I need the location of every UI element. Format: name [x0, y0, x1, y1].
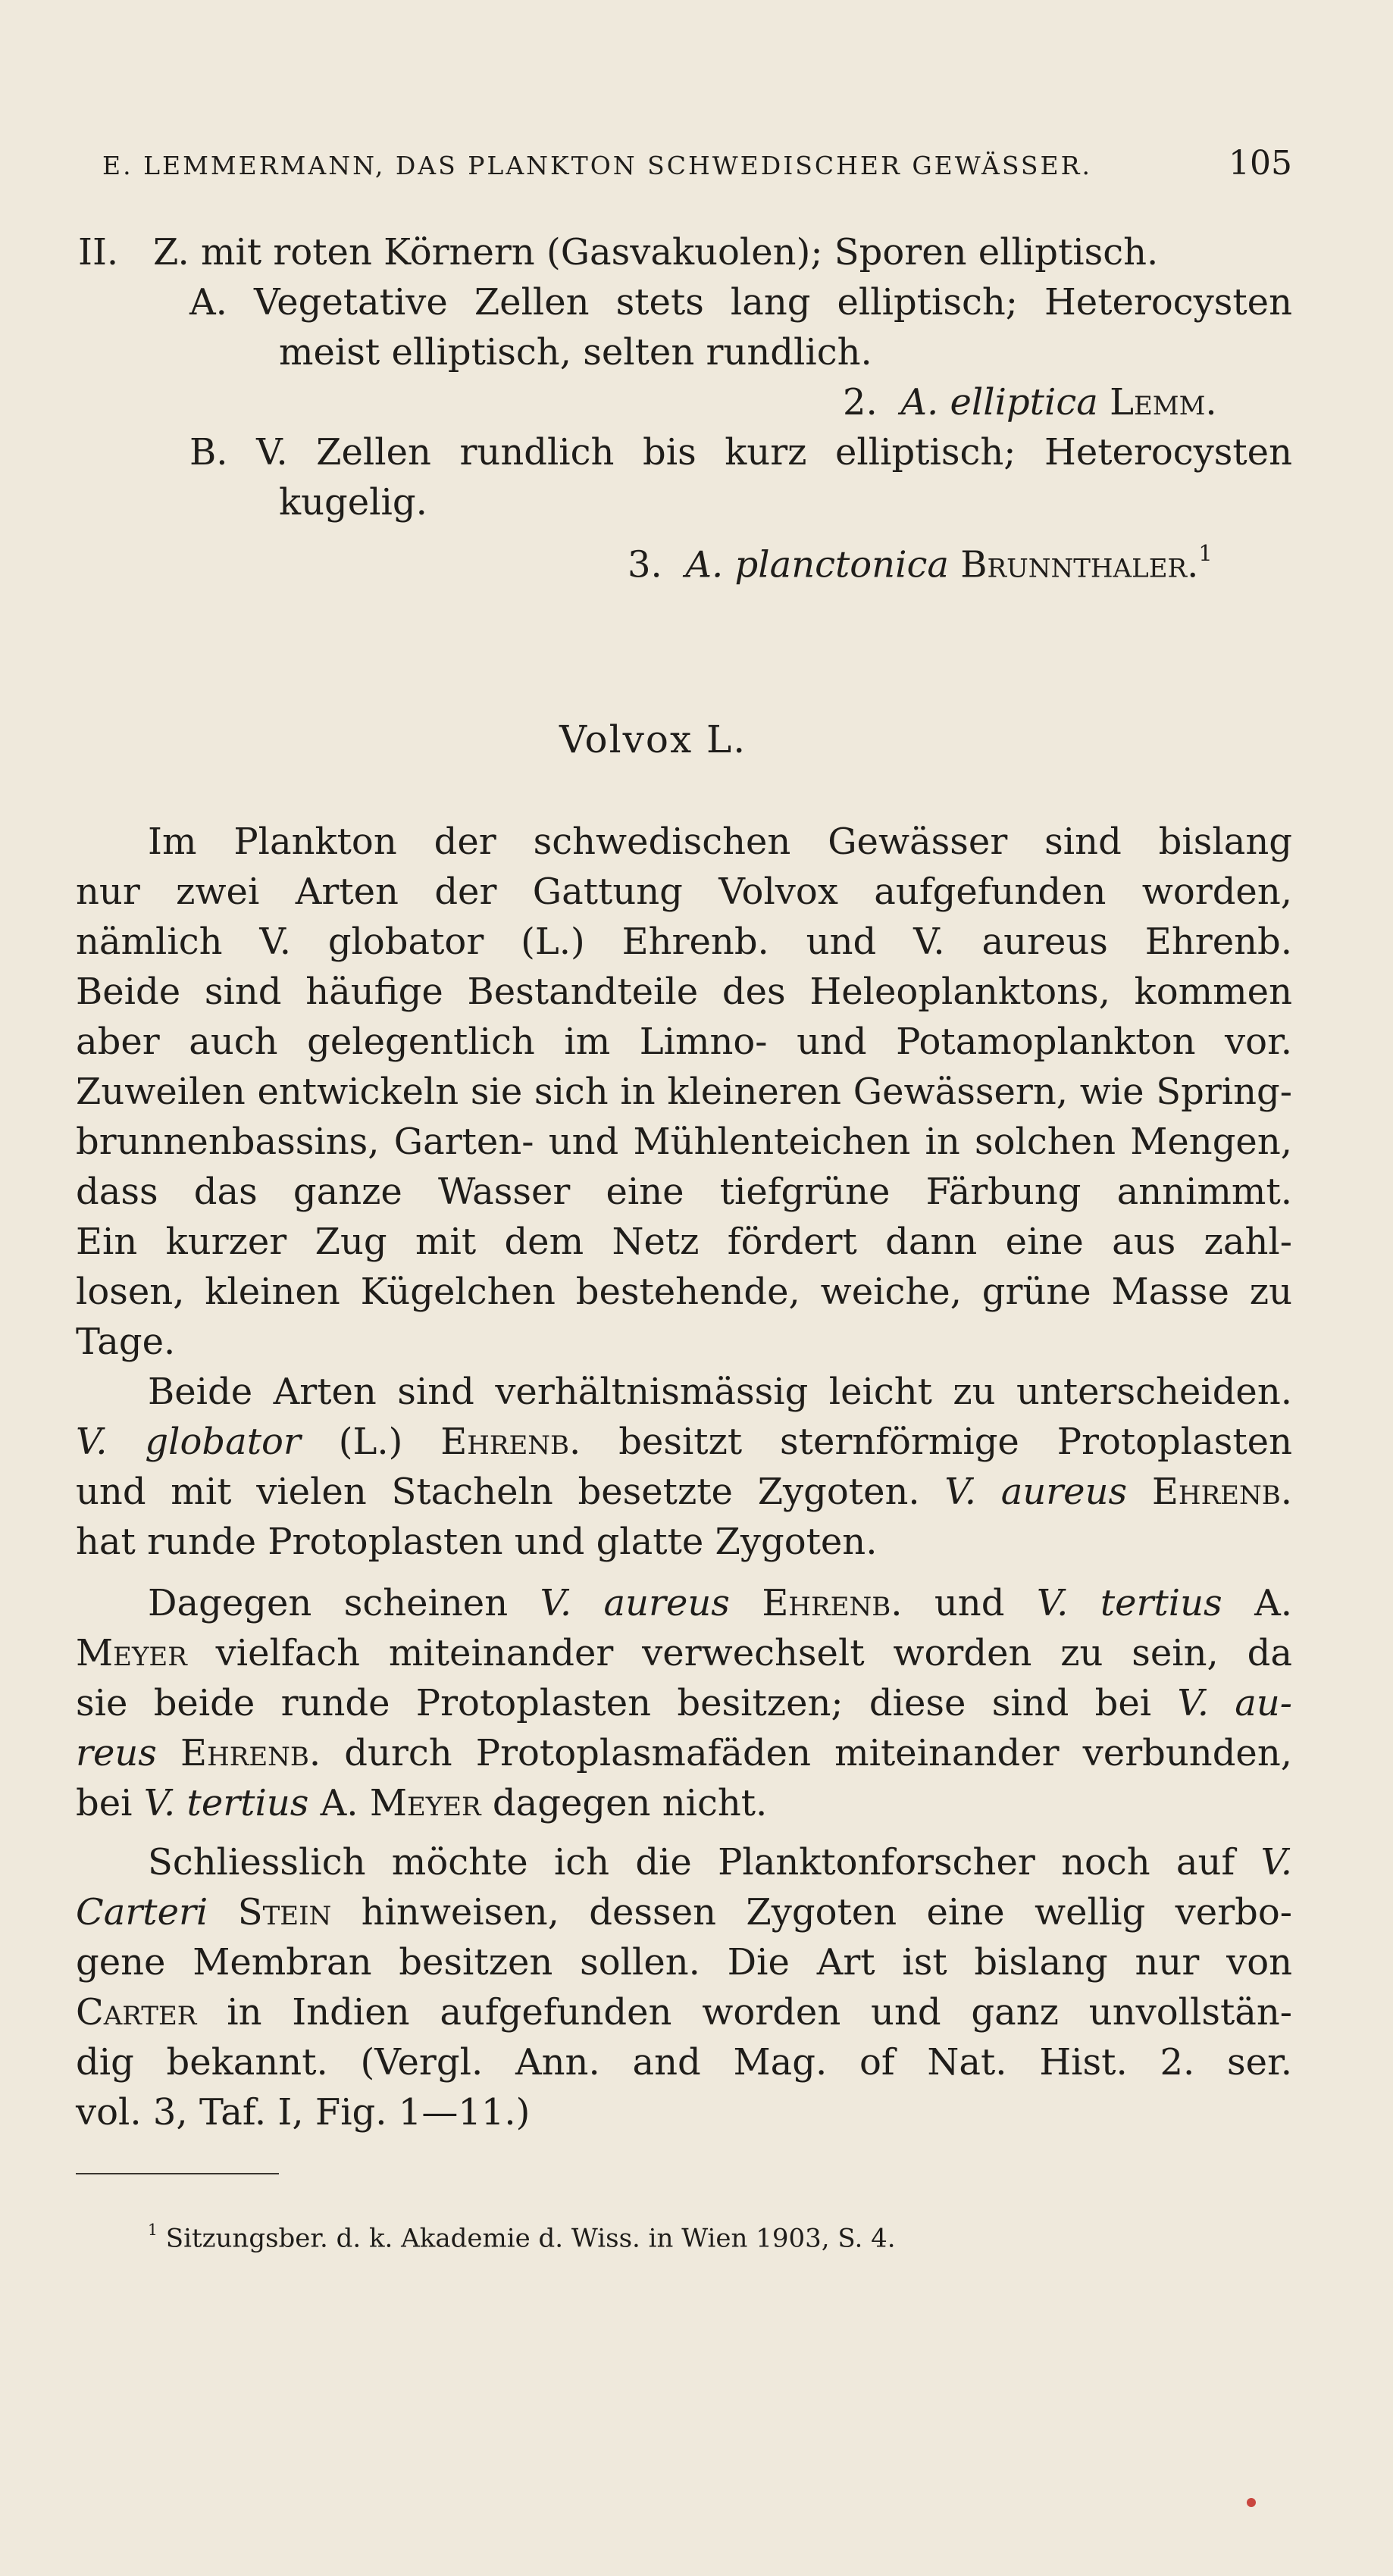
para-1-line: aber auch gelegentlich im Limno- und Potamoplankton vor.: [76, 1021, 1292, 1063]
key-text-ii: Z. mit roten Körnern (Gasvakuolen); Sporen elliptisch.: [152, 231, 1159, 274]
section-title: Volvox L.: [559, 717, 747, 761]
para-1-line: brunnenbassins, Garten- und Mühlenteichen in solchen Mengen,: [76, 1121, 1292, 1163]
footnote-divider: [76, 2173, 279, 2174]
ink-spot: [1247, 2498, 1256, 2507]
para-1-line: dass das ganze Wasser eine tiefgrüne Färbung annimmt.: [76, 1171, 1292, 1213]
taxon-name: V. tertius: [1036, 1582, 1222, 1624]
taxon-name: V. aureus: [540, 1582, 730, 1624]
author-name: A. Meyer: [320, 1782, 481, 1824]
para-4-line: [148, 1837, 1292, 1887]
result-3-number: 3.: [628, 543, 662, 586]
para-1-line: Im Plankton der schwedischen Gewässer sind bislang: [148, 821, 1292, 863]
author-paren: (L.): [338, 1421, 403, 1463]
para-2-line: hat runde Protoplasten und glatte Zygoten.: [76, 1521, 878, 1563]
text-run: und mit vielen Stacheln besetzte Zygoten.: [76, 1471, 920, 1513]
text-run: Dagegen scheinen: [148, 1582, 509, 1624]
author-name: Ehrenb.: [180, 1732, 321, 1774]
para-3-line: [76, 1678, 1292, 1728]
text-run: bei: [76, 1782, 133, 1824]
para-1-line: Beide sind häufige Bestandteile des Heleoplanktons, kommen: [76, 971, 1292, 1013]
footnote: [148, 2211, 896, 2257]
key-text-a-1: Vegetative Zellen stets lang elliptisch; Heterocysten: [253, 281, 1292, 324]
result-3-author: Brunnthaler.: [960, 543, 1199, 586]
key-result-3: [628, 528, 1213, 590]
key-line-a: [189, 277, 1292, 327]
author-name: Ehrenb.: [440, 1421, 581, 1463]
taxon-name: Carteri: [76, 1891, 208, 1934]
footnote-text: Sitzungsber. d. k. Akademie d. Wiss. in Wien 1903, S. 4.: [165, 2223, 896, 2254]
author-name: Stein: [237, 1891, 332, 1934]
para-1-line: Ein kurzer Zug mit dem Netz fördert dann eine aus zahl-: [76, 1221, 1292, 1263]
key-text-b-2: kugelig.: [279, 481, 427, 524]
para-1-line: nur zwei Arten der Gattung Volvox aufgefunden worden,: [76, 871, 1292, 913]
author-name: Meyer: [76, 1632, 187, 1674]
key-line-b: [189, 427, 1292, 477]
text-run: Schliesslich möchte ich die Planktonforscher noch auf: [148, 1841, 1235, 1884]
text-run: vielfach miteinander verwechselt worden zu sein, da: [215, 1632, 1292, 1674]
taxon-name: V.: [1260, 1841, 1292, 1884]
para-1-line: Zuweilen entwickeln sie sich in kleineren Gewässern, wie Spring-: [76, 1071, 1292, 1113]
para-4-line: gene Membran besitzen sollen. Die Art ist bislang nur von: [76, 1941, 1292, 1984]
taxon-name: reus: [76, 1732, 157, 1774]
page-number: 105: [1229, 144, 1292, 183]
taxon-name: V. tertius: [143, 1782, 309, 1824]
key-result-2: [843, 377, 1217, 427]
para-2-line: [76, 1467, 1292, 1517]
running-header: [102, 144, 1292, 183]
text-run: sie beide runde Protoplasten besitzen; diese sind bei: [76, 1682, 1152, 1724]
para-3-line: [76, 1728, 1292, 1778]
text-run: in Indien aufgefunden worden und ganz unvollstän-: [227, 1991, 1293, 2034]
author-initial: A.: [1254, 1582, 1292, 1624]
key-marker-ii: II.: [78, 231, 119, 274]
running-title: E. LEMMERMANN, DAS PLANKTON SCHWEDISCHER GEWÄSSER.: [102, 151, 1092, 180]
key-marker-b: B.: [189, 431, 228, 474]
text-run: dagegen nicht.: [492, 1782, 768, 1824]
key-text-b-1: V. Zellen rundlich bis kurz elliptisch; Heterocysten: [256, 431, 1293, 474]
taxon-name: V. aureus: [944, 1471, 1128, 1513]
para-3-line: [76, 1778, 767, 1828]
result-3-taxon: A. planctonica: [685, 543, 949, 586]
result-2-author: Lemm.: [1110, 381, 1217, 424]
para-1-line: Tage.: [76, 1321, 176, 1363]
para-2-line: Beide Arten sind verhältnismässig leicht zu unterscheiden.: [148, 1371, 1292, 1413]
para-4-line: [76, 1887, 1292, 1937]
footnote-reference: 1: [1198, 540, 1213, 566]
text-run: besitzt sternförmige Protoplasten: [618, 1421, 1292, 1463]
para-1-line: nämlich V. globator (L.) Ehrenb. und V. aureus Ehrenb.: [76, 921, 1292, 963]
para-1-line: losen, kleinen Kügelchen bestehende, weiche, grüne Masse zu: [76, 1271, 1292, 1313]
para-2-line: [76, 1417, 1292, 1467]
para-4-line: vol. 3, Taf. I, Fig. 1—11.): [76, 2091, 531, 2134]
footnote-mark: 1: [148, 2221, 158, 2239]
text-run: durch Protoplasmafäden miteinander verbunden,: [344, 1732, 1292, 1774]
text-run: und: [934, 1582, 1005, 1624]
text-run: hinweisen, dessen Zygoten eine wellig verbo-: [361, 1891, 1292, 1934]
para-3-line: [148, 1578, 1292, 1628]
taxon-name: V. globator: [76, 1421, 301, 1463]
taxon-name: V. au-: [1177, 1682, 1293, 1724]
para-4-line: [76, 1987, 1292, 2037]
author-name: Ehrenb.: [762, 1582, 903, 1624]
author-name: Carter: [76, 1991, 197, 2034]
key-marker-a: A.: [189, 281, 227, 324]
result-2-number: 2.: [843, 381, 878, 424]
result-2-taxon: A. elliptica: [900, 381, 1098, 424]
key-text-a-2: meist elliptisch, selten rundlich.: [279, 331, 872, 374]
key-line-ii: [78, 227, 1158, 277]
author-name: Ehrenb.: [1151, 1471, 1292, 1513]
para-4-line: dig bekannt. (Vergl. Ann. and Mag. of Nat. Hist. 2. ser.: [76, 2041, 1292, 2084]
para-3-line: [76, 1628, 1292, 1678]
